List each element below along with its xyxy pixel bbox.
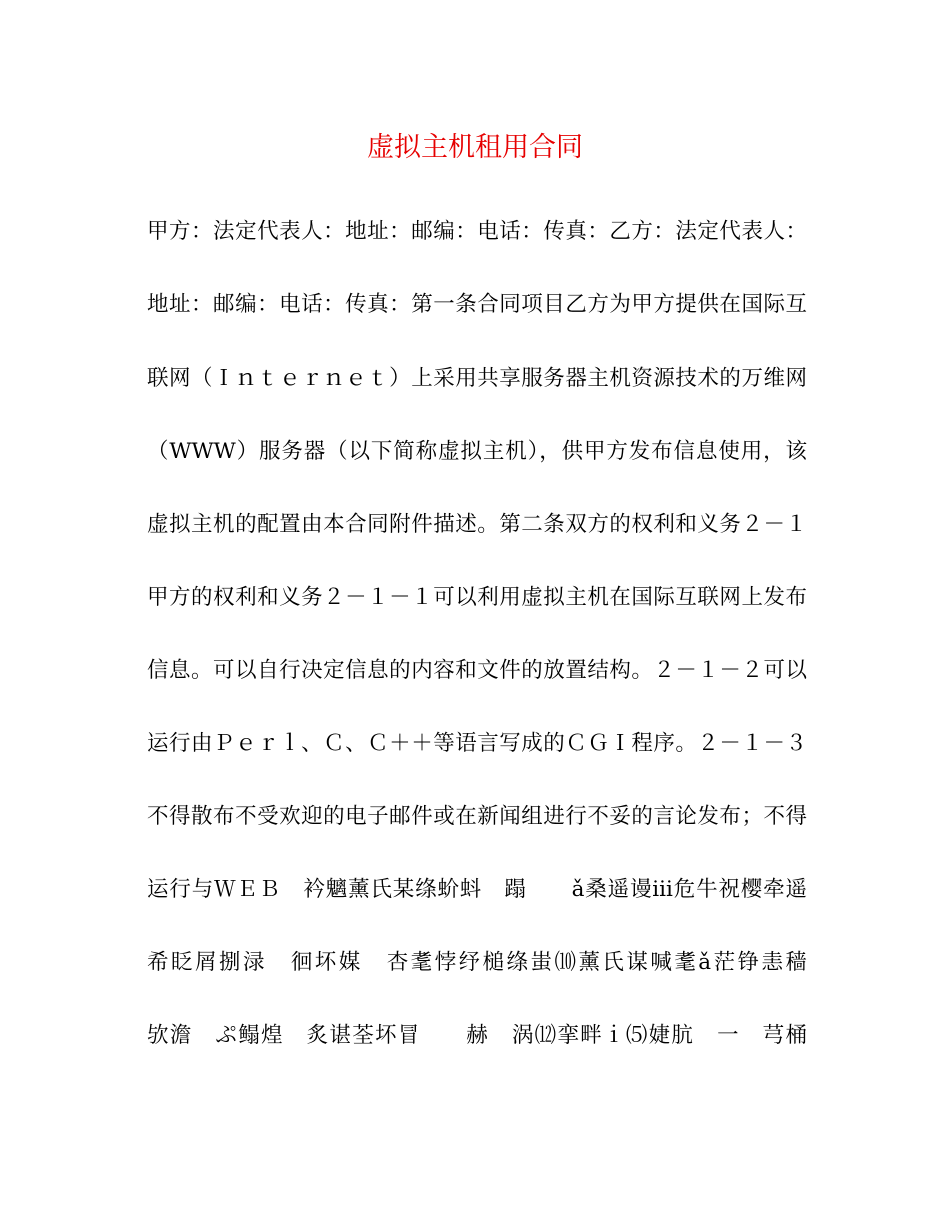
body-line: 希眨屑捌渌 徊坏媒 杏耄悖纾槌绦蚩⑽薰氏谋喊耄ǎ茫铮恚穑 bbox=[147, 950, 807, 975]
body-line: 运行与ＷＥＢ 衿魑薰氏某绦蚧蚪 蹋 ǎ桑遥谩ⅲ危牛祝樱牵遥 bbox=[147, 877, 807, 902]
body-line: 甲方：法定代表人：地址：邮编：电话：传真：乙方：法定代表人： bbox=[147, 219, 807, 244]
body-line: 欤澹 ぷ鳎煌 炙谌荃坏冒 赫 涡⑿挛畔ｉ⑸婕肮 一 芎桶 bbox=[147, 1023, 807, 1048]
body-line: 联网（Ｉｎｔｅｒｎｅｔ）上采用共享服务器主机资源技术的万维网 bbox=[147, 366, 807, 391]
body-line: 运行由Ｐｅｒｌ、Ｃ、Ｃ＋＋等语言写成的ＣＧＩ程序。２－１－３ bbox=[147, 731, 807, 756]
body-line: 信息。可以自行决定信息的内容和文件的放置结构。２－１－２可以 bbox=[147, 658, 807, 683]
body-line: 甲方的权利和义务２－１－１可以利用虚拟主机在国际互联网上发布 bbox=[147, 585, 807, 610]
document-title: 虚拟主机租用合同 bbox=[367, 132, 583, 163]
body-line: （WWW）服务器（以下简称虚拟主机），供甲方发布信息使用，该 bbox=[147, 439, 807, 464]
body-line: 地址：邮编：电话：传真：第一条合同项目乙方为甲方提供在国际互 bbox=[147, 292, 807, 317]
body-line: 虚拟主机的配置由本合同附件描述。第二条双方的权利和义务２－１ bbox=[147, 512, 807, 537]
body-line: 不得散布不受欢迎的电子邮件或在新闻组进行不妥的言论发布；不得 bbox=[147, 804, 807, 829]
